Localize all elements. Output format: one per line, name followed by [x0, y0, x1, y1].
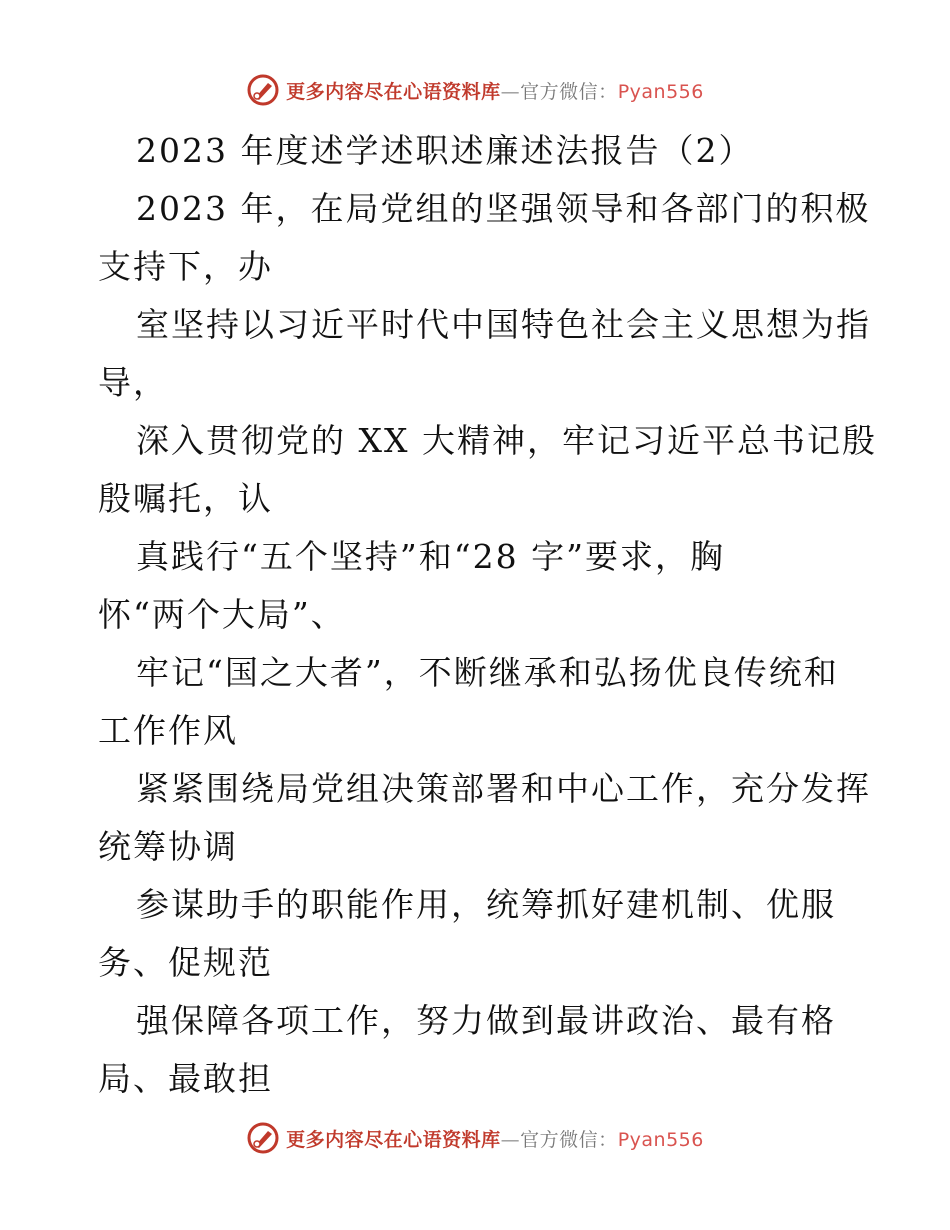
paragraph-line: 强保障各项工作，努力做到最讲政治、最有格	[136, 1001, 836, 1040]
watermark-id: Pyan556	[617, 1128, 704, 1151]
paragraph-line: 怀“两个大局”、	[98, 595, 346, 634]
paragraph-line: 真践行“五个坚持”和“28 字”要求，胸	[136, 537, 725, 576]
paragraph-line: 支持下，办	[98, 247, 273, 286]
watermark-id: Pyan556	[617, 80, 704, 103]
document-title: 2023 年度述学述职述廉述法报告（2）	[136, 131, 754, 170]
watermark-site: 更多内容尽在心语资料库	[286, 1128, 501, 1151]
paragraph-line: 殷嘱托，认	[98, 479, 273, 518]
watermark-text	[286, 77, 704, 104]
paragraph-line: 务、促规范	[98, 943, 273, 982]
paragraph-line: 深入贯彻党的 XX 大精神，牢记习近平总书记殷	[136, 421, 877, 460]
watermark-official: 官方微信：	[520, 1128, 618, 1151]
paragraph-line: 统筹协调	[98, 827, 238, 866]
paragraph-line: 工作作风	[98, 711, 238, 750]
pen-logo-icon	[246, 1121, 280, 1155]
watermark-site: 更多内容尽在心语资料库	[286, 80, 501, 103]
watermark-text	[286, 1125, 704, 1152]
pen-logo-icon	[246, 73, 280, 107]
paragraph-line: 牢记“国之大者”，不断继承和弘扬优良传统和	[136, 653, 839, 692]
paragraph-line: 导，	[98, 363, 168, 402]
header-watermark	[0, 70, 950, 110]
paragraph-line: 参谋助手的职能作用，统筹抓好建机制、优服	[136, 885, 836, 924]
document-body	[98, 122, 877, 1108]
watermark-separator: —	[500, 1128, 521, 1151]
paragraph-line: 室坚持以习近平时代中国特色社会主义思想为指	[136, 305, 871, 344]
paragraph-line: 紧紧围绕局党组决策部署和中心工作，充分发挥	[136, 769, 871, 808]
paragraph-line: 2023 年，在局党组的坚强领导和各部门的积极	[136, 189, 871, 228]
watermark-separator: —	[500, 80, 521, 103]
watermark-official: 官方微信：	[520, 80, 618, 103]
footer-watermark	[0, 1118, 950, 1158]
paragraph-line: 局、最敢担	[98, 1059, 273, 1098]
